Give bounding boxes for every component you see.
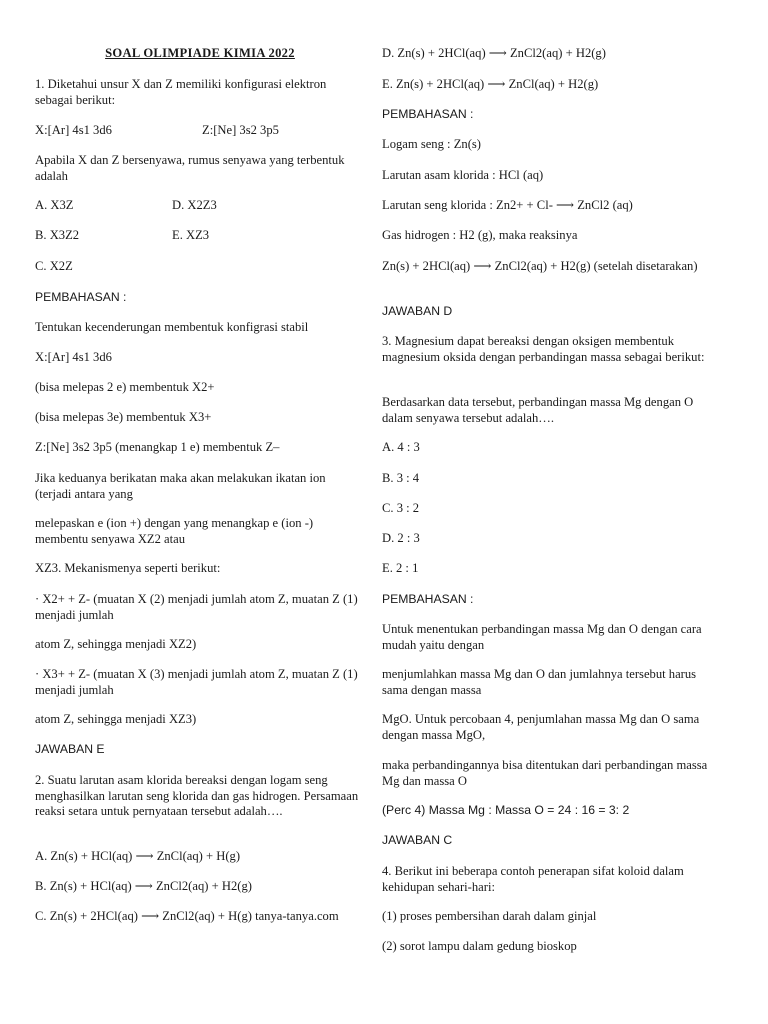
explanation-line: (Perc 4) Massa Mg : Massa O = 24 : 16 = 3: 2	[382, 803, 630, 817]
config-row	[35, 123, 365, 139]
question-3-option-d: D. 2 : 3	[382, 531, 420, 545]
explanation-line: Logam seng : Zn(s)	[382, 137, 481, 151]
question-1-ask: Apabila X dan Z bersenyawa, rumus senyawa yang terbentuk adalah	[35, 153, 345, 183]
explanation-line: Tentukan kecenderungan membentuk konfigrasi stabil	[35, 320, 309, 334]
explanation-line: (bisa melepas 3e) membentuk X3+	[35, 410, 212, 424]
question-2-option-b: B. Zn(s) + HCl(aq) ⟶ ZnCl2(aq) + H2(g)	[35, 879, 252, 893]
explanation-line: Larutan asam klorida : HCl (aq)	[382, 168, 544, 182]
document-title: SOAL OLIMPIADE KIMIA 2022	[105, 46, 295, 60]
question-2-option-d: D. Zn(s) + 2HCl(aq) ⟶ ZnCl2(aq) + H2(g)	[382, 46, 606, 60]
question-3-option-a: A. 4 : 3	[382, 440, 420, 454]
explanation-line: melepaskan e (ion +) dengan yang menangkap e (ion -) membentu senyawa XZ2 atau	[35, 516, 314, 546]
explanation-line: X:[Ar] 4s1 3d6	[35, 350, 112, 364]
pembahasan-heading: PEMBAHASAN :	[382, 592, 474, 606]
explanation-line: · X2+ + Z- (muatan X (2) menjadi jumlah atom Z, muatan Z (1) menjadi jumlah	[35, 592, 358, 622]
question-3: 3. Magnesium dapat bereaksi dengan oksigen membentuk magnesium oksida dengan perbandingan massa sebagai berikut:	[382, 334, 705, 364]
question-4-item-1: (1) proses pembersihan darah dalam ginjal	[382, 909, 597, 923]
answer-label: JAWABAN E	[35, 742, 105, 756]
question-3-ask: Berdasarkan data tersebut, perbandingan massa Mg dengan O dalam senyawa tersebut adalah….	[382, 395, 694, 425]
option-c: C. X2Z	[35, 259, 73, 273]
question-3-option-c: C. 3 : 2	[382, 501, 420, 515]
explanation-line: maka perbandingannya bisa ditentukan dari perbandingan massa Mg dan massa O	[382, 758, 708, 788]
question-3-option-e: E. 2 : 1	[382, 561, 419, 575]
explanation-line: Jika keduanya berikatan maka akan melakukan ikatan ion (terjadi antara yang	[35, 471, 326, 501]
explanation-line: Z:[Ne] 3s2 3p5 (menangkap 1 e) membentuk Z–	[35, 440, 280, 454]
answer-label: JAWABAN D	[382, 304, 453, 318]
question-2-option-c: C. Zn(s) + 2HCl(aq) ⟶ ZnCl2(aq) + H(g) tanya-tanya.com	[35, 909, 339, 923]
explanation-line: Gas hidrogen : H2 (g), maka reaksinya	[382, 228, 578, 242]
explanation-line: Larutan seng klorida : Zn2+ + Cl- ⟶ ZnCl2 (aq)	[382, 198, 633, 212]
option-e: E. XZ3	[172, 228, 210, 242]
explanation-line: XZ3. Mekanismenya seperti berikut:	[35, 561, 221, 575]
config-z: Z:[Ne] 3s2 3p5	[202, 123, 279, 137]
question-4: 4. Berikut ini beberapa contoh penerapan sifat koloid dalam kehidupan sehari-hari:	[382, 864, 684, 894]
pembahasan-heading: PEMBAHASAN :	[382, 107, 474, 121]
explanation-line: menjumlahkan massa Mg dan O dan jumlahnya tersebut harus sama dengan massa	[382, 667, 697, 697]
explanation-line: · X3+ + Z- (muatan X (3) menjadi jumlah atom Z, muatan Z (1) menjadi jumlah	[35, 667, 358, 697]
explanation-line: MgO. Untuk percobaan 4, penjumlahan massa Mg dan O sama dengan massa MgO,	[382, 712, 700, 742]
explanation-line: Untuk menentukan perbandingan massa Mg dan O dengan cara mudah yaitu dengan	[382, 622, 702, 652]
option-b: B. X3Z2	[35, 228, 80, 242]
option-row-be	[35, 228, 365, 244]
explanation-line: atom Z, sehingga menjadi XZ2)	[35, 637, 197, 651]
pembahasan-heading: PEMBAHASAN :	[35, 290, 127, 304]
question-2: 2. Suatu larutan asam klorida bereaksi dengan logam seng menghasilkan larutan seng klorida dan gas hidrogen. Persamaan reaksi setara untuk pernyataan tersebut adalah….	[35, 773, 359, 819]
explanation-line: atom Z, sehingga menjadi XZ3)	[35, 712, 197, 726]
option-d: D. X2Z3	[172, 198, 217, 212]
option-a: A. X3Z	[35, 198, 74, 212]
explanation-line: (bisa melepas 2 e) membentuk X2+	[35, 380, 215, 394]
option-row-ad	[35, 198, 365, 214]
question-3-option-b: B. 3 : 4	[382, 471, 420, 485]
explanation-line: Zn(s) + 2HCl(aq) ⟶ ZnCl2(aq) + H2(g) (setelah disetarakan)	[382, 259, 698, 273]
answer-label: JAWABAN C	[382, 833, 453, 847]
question-1: 1. Diketahui unsur X dan Z memiliki konfigurasi elektron sebagai berikut:	[35, 77, 327, 107]
question-2-option-e: E. Zn(s) + 2HCl(aq) ⟶ ZnCl(aq) + H2(g)	[382, 77, 599, 91]
question-2-option-a: A. Zn(s) + HCl(aq) ⟶ ZnCl(aq) + H(g)	[35, 849, 241, 863]
config-x: X:[Ar] 4s1 3d6	[35, 123, 112, 137]
question-4-item-2: (2) sorot lampu dalam gedung bioskop	[382, 939, 577, 953]
